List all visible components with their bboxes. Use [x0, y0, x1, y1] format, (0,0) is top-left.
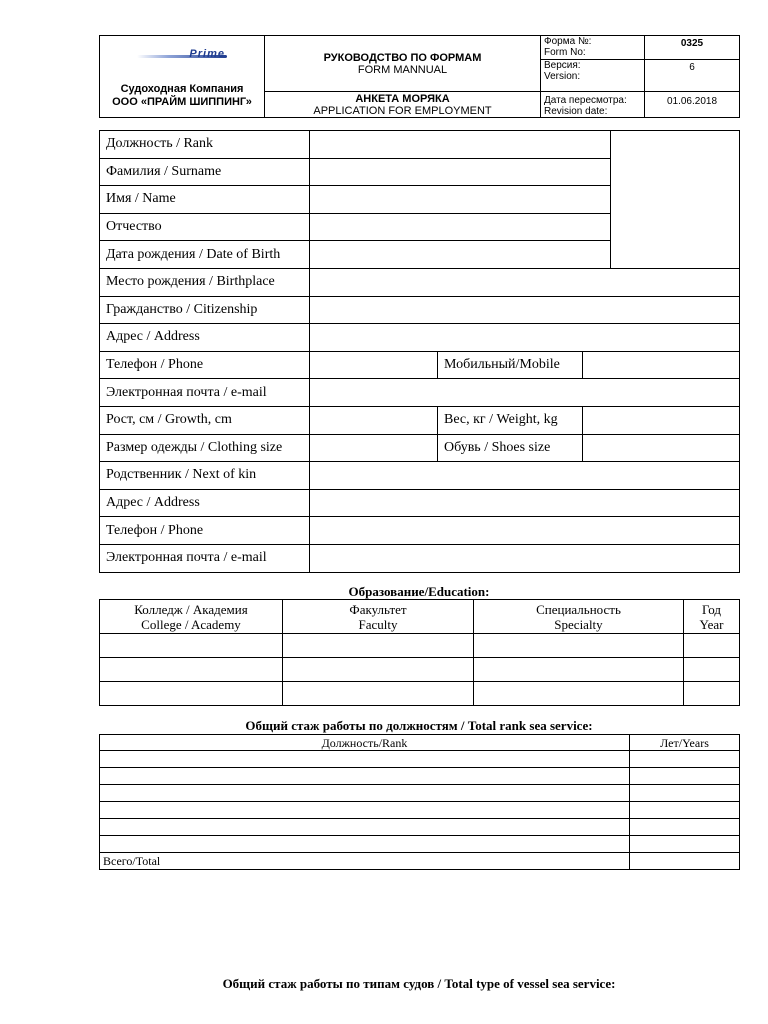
service-years-cell[interactable]	[630, 819, 740, 836]
clothing-field[interactable]	[310, 434, 438, 462]
education-faculty-cell[interactable]	[283, 658, 474, 682]
name-label: Имя / Name	[100, 186, 310, 214]
form-header	[99, 35, 740, 118]
service-years-cell[interactable]	[630, 751, 740, 768]
year-header-en: Year	[699, 616, 724, 632]
kin-address-field[interactable]	[310, 489, 740, 517]
rank-service-table	[99, 734, 740, 870]
patronymic-label: Отчество	[100, 213, 310, 241]
service-rank-cell[interactable]	[100, 836, 630, 853]
service-years-cell[interactable]	[630, 785, 740, 802]
rank-field[interactable]	[310, 131, 611, 159]
address-field[interactable]	[310, 324, 740, 352]
form-no-label	[541, 36, 645, 60]
education-row	[100, 634, 740, 658]
education-row	[100, 682, 740, 706]
height-label: Рост, см / Growth, cm	[100, 406, 310, 434]
education-year-cell[interactable]	[684, 634, 740, 658]
education-row	[100, 658, 740, 682]
specialty-header-en: Specialty	[554, 616, 603, 632]
revision-label	[541, 92, 645, 118]
years-column-header: Лет/Years	[630, 735, 740, 751]
service-row	[100, 836, 740, 853]
manual-title-en: FORM MANNUAL	[357, 63, 448, 76]
rank-label: Должность / Rank	[100, 131, 310, 159]
company-logo	[137, 49, 227, 63]
education-title: Образование/Education:	[348, 584, 490, 599]
education-faculty-cell[interactable]	[283, 682, 474, 706]
form-title-cell	[265, 92, 541, 118]
college-header-ru: Колледж / Академия	[134, 601, 248, 617]
manual-title-ru: РУКОВОДСТВО ПО ФОРМАМ	[323, 51, 482, 64]
service-rank-cell[interactable]	[100, 768, 630, 785]
version-label-ru: Версия:	[544, 60, 581, 71]
version-label	[541, 60, 645, 92]
photo-box[interactable]	[611, 131, 740, 269]
logo-wordmark: Prime	[189, 48, 225, 60]
service-row	[100, 802, 740, 819]
revision-label-ru: Дата пересмотра:	[544, 95, 627, 106]
service-row	[100, 785, 740, 802]
education-college-cell[interactable]	[100, 634, 283, 658]
dob-label: Дата рождения / Date of Birth	[100, 241, 310, 269]
service-rank-cell[interactable]	[100, 819, 630, 836]
service-row	[100, 751, 740, 768]
form-no-label-ru: Форма №:	[544, 36, 592, 47]
specialty-header-ru: Специальность	[536, 601, 621, 617]
weight-field[interactable]	[583, 406, 740, 434]
surname-field[interactable]	[310, 158, 611, 186]
education-college-cell[interactable]	[100, 658, 283, 682]
service-years-cell[interactable]	[630, 836, 740, 853]
education-year-cell[interactable]	[684, 658, 740, 682]
clothing-label: Размер одежды / Clothing size	[100, 434, 310, 462]
service-rank-cell[interactable]	[100, 751, 630, 768]
version-value: 6	[645, 60, 740, 92]
rank-column-header: Должность/Rank	[100, 735, 630, 751]
birthplace-field[interactable]	[310, 268, 740, 296]
mobile-label: Мобильный/Mobile	[438, 351, 583, 379]
service-total-row	[100, 853, 740, 870]
revision-label-en: Revision date:	[544, 106, 608, 117]
service-row	[100, 819, 740, 836]
company-name: ООО «ПРАЙМ ШИППИНГ»	[112, 96, 252, 108]
education-college-cell[interactable]	[100, 682, 283, 706]
email-field[interactable]	[310, 379, 740, 407]
kin-email-field[interactable]	[310, 544, 740, 572]
rank-service-title: Общий стаж работы по должностям / Total rank sea service:	[245, 718, 593, 733]
citizenship-field[interactable]	[310, 296, 740, 324]
birthplace-label: Место рождения / Birthplace	[100, 268, 310, 296]
service-total-label: Всего/Total	[100, 853, 630, 870]
faculty-header	[283, 600, 474, 634]
kin-email-label: Электронная почта / e-mail	[100, 544, 310, 572]
service-rank-cell[interactable]	[100, 802, 630, 819]
vessel-service-title: Общий стаж работы по типам судов / Total type of vessel sea service:	[222, 976, 616, 991]
service-row	[100, 768, 740, 785]
education-year-cell[interactable]	[684, 682, 740, 706]
revision-value: 01.06.2018	[645, 92, 740, 118]
service-years-cell[interactable]	[630, 802, 740, 819]
service-rank-cell[interactable]	[100, 785, 630, 802]
service-years-cell[interactable]	[630, 768, 740, 785]
phone-label: Телефон / Phone	[100, 351, 310, 379]
kin-phone-label: Телефон / Phone	[100, 517, 310, 545]
year-header	[684, 600, 740, 634]
phone-field[interactable]	[310, 351, 438, 379]
year-header-ru: Год	[701, 601, 722, 617]
manual-title-cell	[265, 36, 541, 92]
height-field[interactable]	[310, 406, 438, 434]
college-header-en: College / Academy	[141, 616, 241, 632]
college-header	[100, 600, 283, 634]
citizenship-label: Гражданство / Citizenship	[100, 296, 310, 324]
form-no-value: 0325	[645, 36, 740, 60]
shoes-field[interactable]	[583, 434, 740, 462]
company-name-ru: Судоходная Компания	[120, 83, 244, 95]
kin-phone-field[interactable]	[310, 517, 740, 545]
address-label: Адрес / Address	[100, 324, 310, 352]
education-specialty-cell[interactable]	[474, 658, 684, 682]
form-title-ru: АНКЕТА МОРЯКА	[355, 92, 450, 105]
mobile-field[interactable]	[583, 351, 740, 379]
patronymic-field[interactable]	[310, 213, 611, 241]
specialty-header	[474, 600, 684, 634]
version-label-en: Version:	[544, 71, 581, 82]
company-block	[100, 36, 265, 118]
next-of-kin-label: Родственник / Next of kin	[100, 462, 310, 490]
faculty-header-en: Faculty	[358, 616, 398, 632]
kin-address-label: Адрес / Address	[100, 489, 310, 517]
personal-data-table	[99, 130, 740, 573]
faculty-header-ru: Факультет	[349, 601, 407, 617]
email-label: Электронная почта / e-mail	[100, 379, 310, 407]
education-faculty-cell[interactable]	[283, 634, 474, 658]
surname-label: Фамилия / Surname	[100, 158, 310, 186]
service-total-years-cell[interactable]	[630, 853, 740, 870]
weight-label: Вес, кг / Weight, kg	[438, 406, 583, 434]
form-title-en: APPLICATION FOR EMPLOYMENT	[313, 104, 492, 117]
next-of-kin-field[interactable]	[310, 462, 740, 490]
education-table	[99, 599, 740, 706]
dob-field[interactable]	[310, 241, 611, 269]
form-no-label-en: Form No:	[544, 47, 586, 58]
name-field[interactable]	[310, 186, 611, 214]
education-specialty-cell[interactable]	[474, 682, 684, 706]
shoes-label: Обувь / Shoes size	[438, 434, 583, 462]
education-specialty-cell[interactable]	[474, 634, 684, 658]
